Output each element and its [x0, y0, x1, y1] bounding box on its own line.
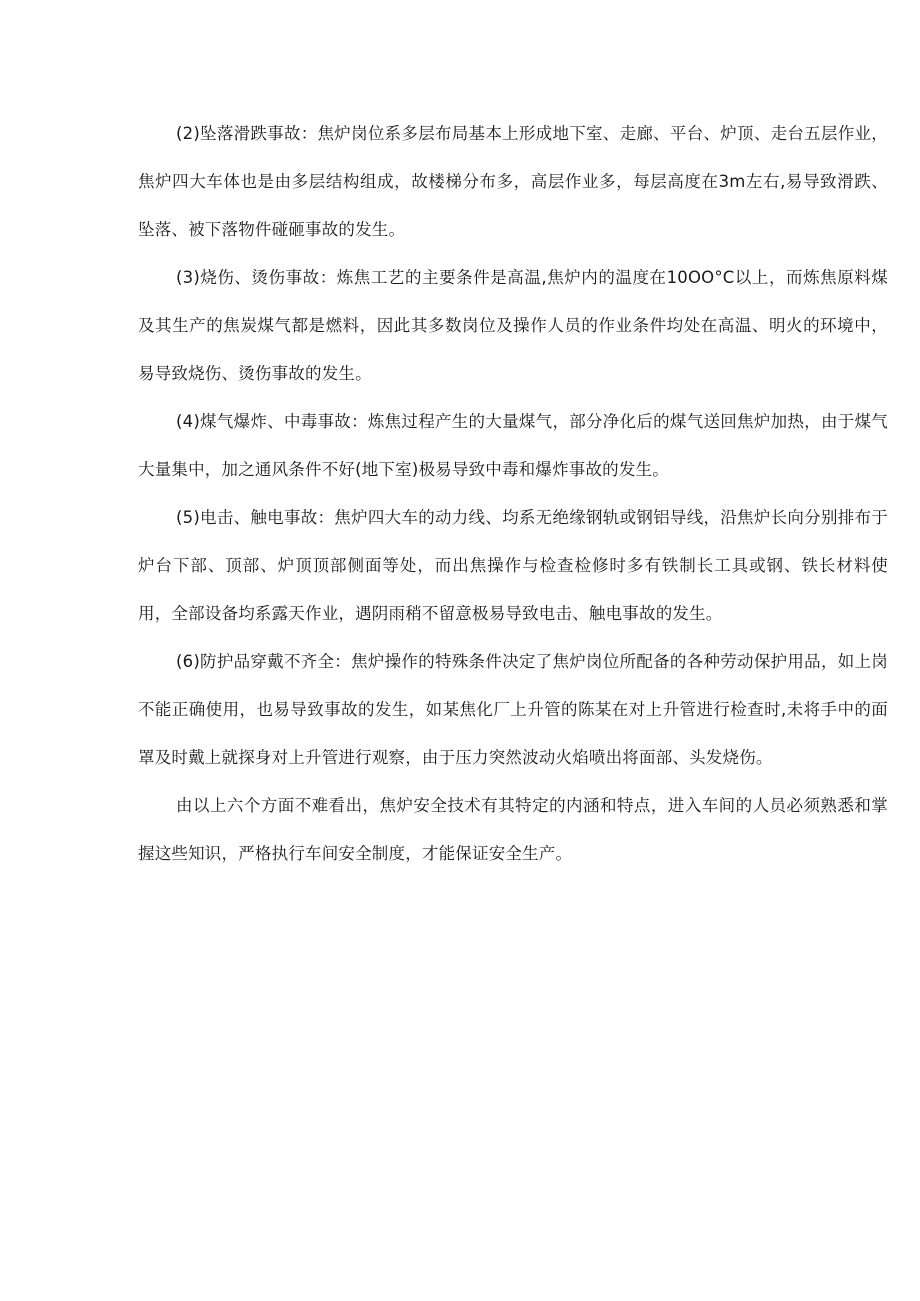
paragraph-burn-accident: (3)烧伤、烫伤事故：炼焦工艺的主要条件是高温,焦炉内的温度在10OO°C以上，而炼焦原料煤及其生产的焦炭煤气都是燃料，因此其多数岗位及操作人员的作业条件均处在高温、明火的环境中，易导致烧伤、烫伤事故的发生。: [138, 268, 888, 383]
document-body: [138, 110, 888, 878]
paragraph-electric-shock: (5)电击、触电事故：焦炉四大车的动力线、均系无绝缘钢轨或钢铝导线，沿焦炉长向分别排布于炉台下部、顶部、炉顶顶部侧面等处，而出焦操作与检查检修时多有铁制长工具或钢、铁长材料使用，全部设备均系露天作业，遇阴雨稍不留意极易导致电击、触电事故的发生。: [138, 508, 888, 623]
paragraph-conclusion: 由以上六个方面不难看出，焦炉安全技术有其特定的内涵和特点，进入车间的人员必须熟悉和掌握这些知识，严格执行车间安全制度，才能保证安全生产。: [138, 796, 888, 863]
paragraph-fall-accident: (2)坠落滑跌事故：焦炉岗位系多层布局基本上形成地下室、走廊、平台、炉顶、走台五层作业，焦炉四大车体也是由多层结构组成，故楼梯分布多，高层作业多，每层高度在3m左右,易导致滑跌、坠落、被下落物件碰砸事故的发生。: [138, 124, 888, 239]
paragraph-protective-gear: (6)防护品穿戴不齐全：焦炉操作的特殊条件决定了焦炉岗位所配备的各种劳动保护用品，如上岗不能正确使用，也易导致事故的发生，如某焦化厂上升管的陈某在对上升管进行检查时,未将手中的面罩及时戴上就探身对上升管进行观察，由于压力突然波动火焰喷出将面部、头发烧伤。: [138, 652, 888, 767]
paragraph-gas-explosion: (4)煤气爆炸、中毒事故：炼焦过程产生的大量煤气，部分净化后的煤气送回焦炉加热，由于煤气大量集中，加之通风条件不好(地下室)极易导致中毒和爆炸事故的发生。: [138, 412, 888, 479]
